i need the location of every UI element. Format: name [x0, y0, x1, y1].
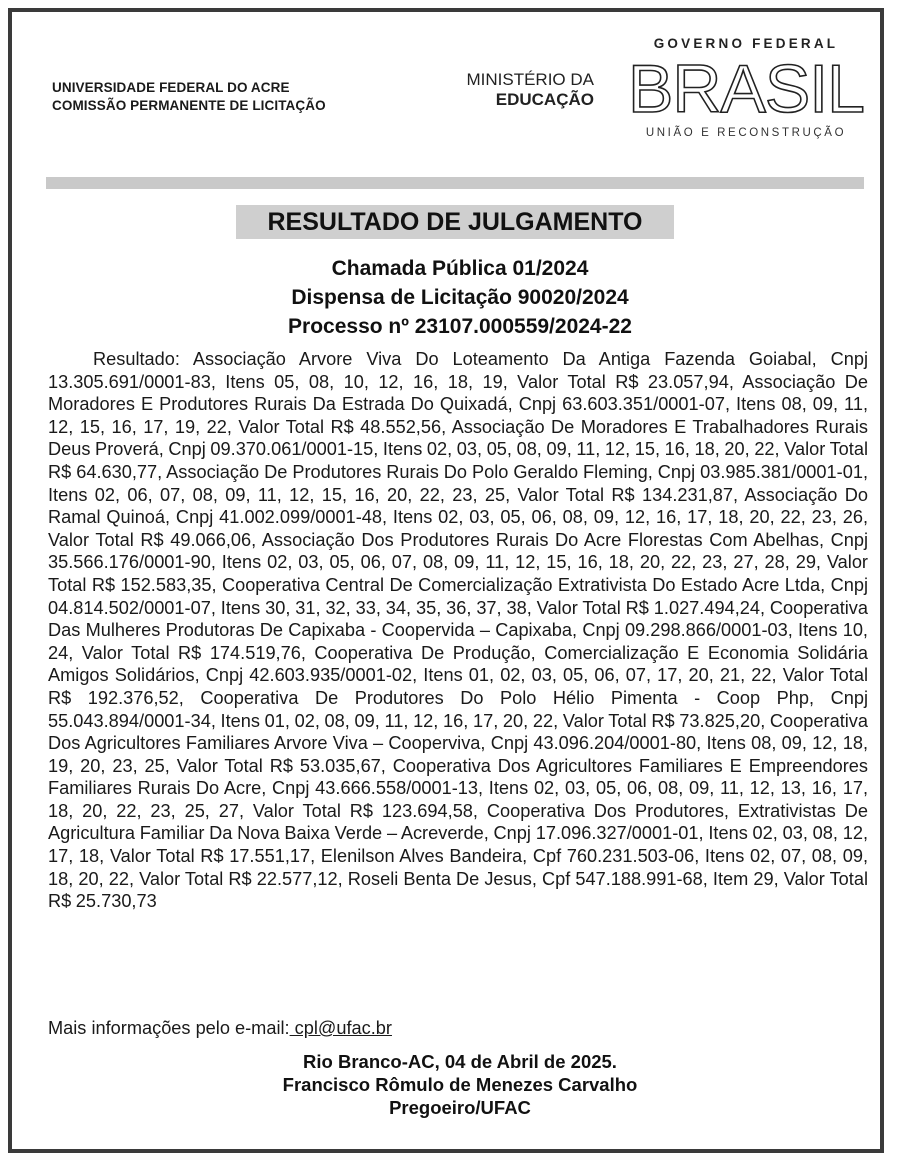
gov-top-text: GOVERNO FEDERAL: [653, 36, 839, 51]
brasil-wordmark: BRASIL: [628, 55, 864, 121]
more-info: [48, 1018, 392, 1039]
ministry-line: MINISTÉRIO DA: [466, 70, 594, 89]
more-info-label: Mais informações pelo e-mail:: [48, 1018, 290, 1038]
chamada-publica: Chamada Pública 01/2024: [331, 257, 589, 280]
ministry-logo: [454, 70, 594, 110]
header-divider: [46, 177, 864, 189]
dispensa-licitacao: Dispensa de Licitação 90020/2024: [291, 286, 629, 309]
gov-slogan: UNIÃO E RECONSTRUÇÃO: [645, 127, 847, 139]
email-link[interactable]: cpl@ufac.br: [289, 1018, 392, 1038]
institution-header: [52, 79, 326, 115]
result-paragraph: Resultado: Associação Arvore Viva Do Loteamento Da Antiga Fazenda Goiabal, Cnpj 13.305.691/0001-83, Itens 05, 08, 10, 12, 16, 18, 19, Valor Total R$ 23.057,94, Associação De Moradores E Produtores Rurais Da Estrada Do Quixadá, Cnpj 63.603.351/0001-07, Itens 08, 09, 11, 12, 15, 16, 17, 19, 22, Valor Total R$ 48.552,56, Associação De Moradores E Trabalhadores Rurais Deus Proverá, Cnpj 09.370.061/0001-15, Itens 02, 03, 05, 08, 09, 11, 12, 15, 16, 18, 20, 22, Valor Total R$ 64.630,77, Associação De Produtores Rurais Do Polo Geraldo Fleming, Cnpj 03.985.381/0001-01, Itens 02, 06, 07, 08, 09, 11, 12, 15, 16, 20, 22, 23, 25, Valor Total R$ 134.231,87, Associação Do Ramal Quinoá, Cnpj 41.002.099/0001-48, Itens 02, 03, 05, 06, 08, 09, 12, 16, 17, 18, 20, 22, 23, 26, Valor Total R$ 49.066,06, Associação Dos Produtores Rurais Do Acre Florestas Com Abelhas, Cnpj 35.566.176/0001-90, Itens 02, 03, 05, 06, 07, 08, 09, 11, 12, 15, 16, 18, 20, 22, 23, 27, 28, 29, Valor Total R$ 152.583,35, Cooperativa Central De Comercialização Extrativista Do Estado Acre Ltda, Cnpj 04.814.502/0001-07, Itens 30, 31, 32, 33, 34, 35, 36, 37, 38, Valor Total R$ 1.027.494,24, Cooperativa Das Mulheres Produtoras De Capixaba - Coopervida – Capixaba, Cnpj 09.298.866/0001-03, Itens 10, 24, Valor Total R$ 174.519,76, Cooperativa De Produção, Comercialização E Economia Solidária Amigos Solidários, Cnpj 42.603.935/0001-02, Itens 01, 02, 03, 05, 06, 07, 17, 20, 21, 22, Valor Total R$ 192.376,52, Cooperativa De Produtores Do Polo Hélio Pimenta - Coop Php, Cnpj 55.043.894/0001-34, Itens 01, 02, 08, 09, 11, 12, 16, 17, 20, 22, Valor Total R$ 73.825,20, Cooperativa Dos Agricultores Familiares Arvore Viva – Cooperviva, Cnpj 43.096.204/0001-80, Itens 08, 09, 12, 18, 19, 20, 23, 25, Valor Total R$ 53.035,67, Cooperativa Dos Agricultores Familiares E Empreendores Familiares Rurais Do Acre, Cnpj 43.666.558/0001-13, Itens 02, 03, 05, 06, 08, 09, 11, 12, 13, 16, 17, 18, 20, 22, 23, 25, 27, Valor Total R$ 123.694,58, Cooperativa Dos Produtores, Extrativistas De Agricultura Familiar Da Nova Baixa Verde – Acreverde, Cnpj 17.096.327/0001-01, Itens 02, 03, 08, 12, 17, 18, Valor Total R$ 17.551,17, Elenilson Alves Bandeira, Cpf 760.231.503-06, Itens 02, 07, 08, 09, 18, 20, 22, Valor Total R$ 22.577,12, Roseli Benta De Jesus, Cpf 547.188.991-68, Item 29, Valor Total R$ 25.730,73: [48, 349, 868, 912]
institution-name: UNIVERSIDADE FEDERAL DO ACRE: [52, 80, 290, 95]
signer-role: Pregoeiro/UFAC: [389, 1097, 531, 1118]
place-date: Rio Branco-AC, 04 de Abril de 2025.: [303, 1051, 617, 1072]
commission-name: COMISSÃO PERMANENTE DE LICITAÇÃO: [52, 98, 326, 113]
ministry-education: EDUCAÇÃO: [495, 90, 594, 109]
processo-number: Processo nº 23107.000559/2024-22: [288, 315, 632, 338]
document-subtitles: [150, 254, 770, 341]
government-logo: [626, 36, 866, 139]
signer-name: Francisco Rômulo de Menezes Carvalho: [282, 1074, 638, 1095]
brasil-logo-icon: [628, 55, 864, 121]
document-title: RESULTADO DE JULGAMENTO: [236, 205, 674, 239]
signature-block: [150, 1050, 770, 1119]
